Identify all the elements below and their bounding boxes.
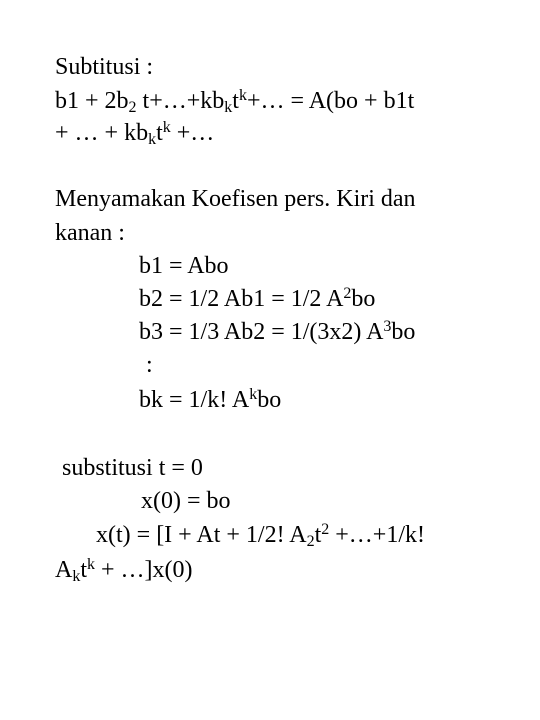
eq-part: b1 + 2b: [55, 88, 129, 114]
solution-equation-line-1: [96, 520, 425, 550]
substitution-equation-line-2: [55, 118, 214, 148]
substitution-t0-heading: substitusi t = 0: [62, 455, 203, 481]
eq-part: bk = 1/k! A: [139, 387, 250, 413]
substitution-equation-line-1: [55, 86, 414, 116]
eq-part: +… = A(bo + b1t: [246, 88, 415, 114]
eq-part: t+…+kb: [136, 88, 225, 114]
eq-part: b3 = 1/3 Ab2 = 1/(3x2) A: [139, 319, 384, 345]
eq-part: +…: [170, 120, 215, 146]
coefficient-eq-b1: b1 = Abo: [139, 253, 229, 279]
eq-part: t: [314, 522, 322, 548]
eq-part: bo: [391, 319, 416, 345]
eq-part: bo: [351, 286, 376, 312]
continuation-dots: :: [146, 352, 153, 378]
coefficient-eq-b2: [139, 284, 375, 314]
eq-superscript: 2: [343, 285, 352, 302]
coefficient-heading-line-2: kanan :: [55, 220, 125, 246]
coefficient-eq-b3: [139, 317, 415, 347]
eq-subscript: 2: [306, 533, 315, 550]
eq-superscript: k: [87, 556, 96, 573]
eq-part: bo: [257, 387, 282, 413]
eq-subscript: 2: [128, 99, 137, 116]
eq-superscript: k: [162, 119, 171, 136]
substitution-heading: Subtitusi :: [55, 54, 154, 80]
eq-part: t: [80, 557, 88, 583]
coefficient-heading-line-1: Menyamakan Koefisen pers. Kiri dan: [55, 186, 416, 212]
solution-equation-line-2: [55, 555, 193, 585]
eq-part: b2 = 1/2 Ab1 = 1/2 A: [139, 286, 344, 312]
eq-subscript: k: [148, 131, 157, 148]
eq-part: A: [55, 557, 73, 583]
eq-part: +…+1/k!: [329, 522, 425, 548]
initial-condition-eq: x(0) = bo: [141, 488, 231, 514]
coefficient-eq-bk: [139, 385, 281, 415]
eq-part: + …]x(0): [95, 557, 193, 583]
eq-superscript: k: [249, 386, 258, 403]
eq-part: t: [156, 120, 163, 146]
eq-superscript: 2: [321, 521, 330, 538]
eq-part: x(t) = [I + At + 1/2! A: [96, 522, 307, 548]
eq-subscript: k: [72, 568, 81, 585]
eq-subscript: k: [224, 99, 233, 116]
eq-superscript: k: [238, 87, 247, 104]
eq-part: t: [232, 88, 239, 114]
eq-part: + … + kb: [55, 120, 149, 146]
eq-superscript: 3: [383, 318, 392, 335]
